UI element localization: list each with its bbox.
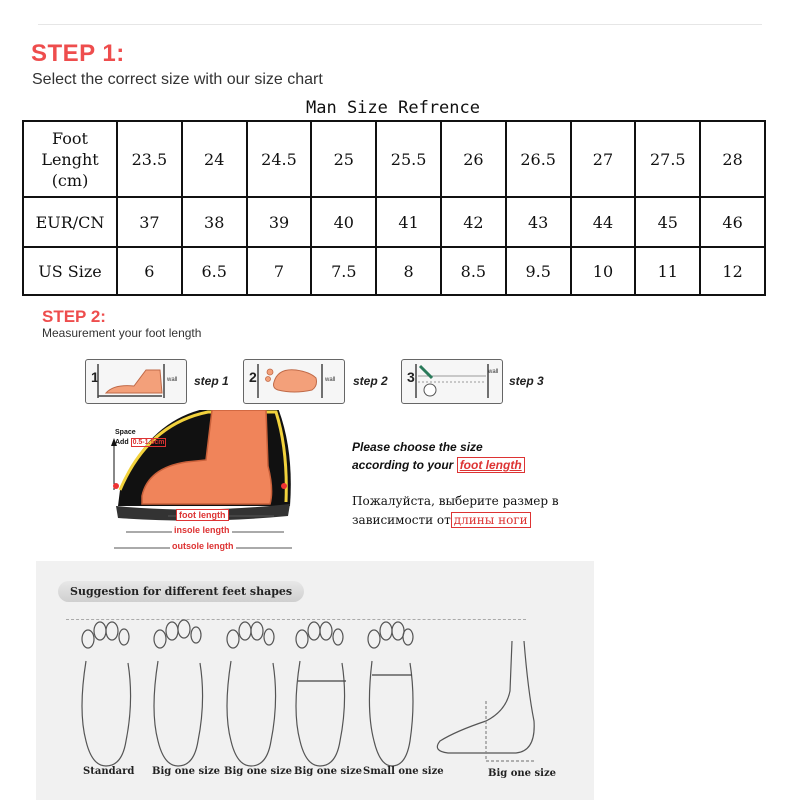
table-cell: 7 xyxy=(247,247,312,295)
toe xyxy=(392,622,404,640)
english-instruction xyxy=(352,438,525,474)
step1-title: STEP 1: xyxy=(31,40,125,67)
row-header-eur-cn: EUR/CN xyxy=(23,197,117,247)
toe xyxy=(333,629,343,645)
shape-label-small: Small one size xyxy=(363,766,444,777)
top-divider xyxy=(38,24,762,25)
measure-step-1 xyxy=(85,359,187,404)
toe xyxy=(239,622,251,640)
foot-outline-standard xyxy=(82,661,131,766)
outsole-length-label: outsole length xyxy=(172,541,234,551)
foot-outline-big-2 xyxy=(227,661,276,766)
toe xyxy=(227,630,239,648)
toe xyxy=(264,629,274,645)
feet-shapes-title: Suggestion for different feet shapes xyxy=(58,581,304,602)
shape-label-big-1: Big one size xyxy=(152,766,220,777)
toe xyxy=(154,630,166,648)
ruler-icon xyxy=(402,360,502,403)
size-table xyxy=(22,120,766,296)
toe xyxy=(251,622,263,640)
table-cell: 43 xyxy=(506,197,571,247)
table-cell: 37 xyxy=(117,197,182,247)
table-cell: 25.5 xyxy=(376,121,441,197)
toe xyxy=(106,622,118,640)
table-row-foot-length xyxy=(23,121,765,197)
foot-length-label: foot length xyxy=(176,509,229,521)
table-cell: 27.5 xyxy=(635,121,700,197)
shoe-outline xyxy=(486,701,536,761)
russian-line-1: Пожалуйста, выберите размер в xyxy=(352,494,559,508)
toe xyxy=(368,630,380,648)
step-number: 3 xyxy=(407,369,415,385)
toe xyxy=(191,627,201,643)
wall-label: wall xyxy=(488,369,499,375)
table-cell: 9.5 xyxy=(506,247,571,295)
table-cell: 6 xyxy=(117,247,182,295)
toe xyxy=(320,622,332,640)
table-cell: 26.5 xyxy=(506,121,571,197)
toe xyxy=(178,620,190,638)
foot-length-highlight: foot length xyxy=(457,457,525,473)
shape-label-big-2: Big one size xyxy=(224,766,292,777)
toe xyxy=(166,622,178,640)
table-cell: 24 xyxy=(182,121,247,197)
toe xyxy=(403,629,413,645)
step2-subtitle: Measurement your foot length xyxy=(42,326,202,340)
header-line: Lenght xyxy=(41,149,99,169)
step2-title: STEP 2: xyxy=(42,307,106,326)
english-line-1: Please choose the size xyxy=(352,440,483,454)
foot-outline-big-1 xyxy=(154,661,203,766)
table-cell: 11 xyxy=(635,247,700,295)
table-cell: 24.5 xyxy=(247,121,312,197)
toe xyxy=(308,622,320,640)
english-line-2: according to your xyxy=(352,458,454,472)
header-line: (cm) xyxy=(51,170,89,190)
shape-label-big-side: Big one size xyxy=(488,768,556,779)
table-cell: 26 xyxy=(441,121,506,197)
table-cell: 44 xyxy=(571,197,636,247)
step-3-label: step 3 xyxy=(509,374,544,388)
foot-measurement-diagram xyxy=(108,410,298,555)
table-cell: 25 xyxy=(311,121,376,197)
table-cell: 6.5 xyxy=(182,247,247,295)
toe xyxy=(119,629,129,645)
table-cell: 8.5 xyxy=(441,247,506,295)
toe xyxy=(380,622,392,640)
measure-step-3 xyxy=(401,359,503,404)
step-1-label: step 1 xyxy=(194,374,229,388)
foot-length-highlight-ru: длины ноги xyxy=(451,512,531,528)
russian-line-2: зависимости от xyxy=(352,513,451,527)
measure-step-2 xyxy=(243,359,345,404)
add-range: 0.5-1.5cm xyxy=(132,439,165,446)
space-label: Space xyxy=(115,429,136,436)
table-row-eur-cn xyxy=(23,197,765,247)
add-text: Add xyxy=(115,439,129,446)
step1-subtitle: Select the correct size with our size chart xyxy=(32,71,323,88)
header-line: Foot xyxy=(52,128,88,148)
feet-shapes-panel xyxy=(36,561,594,800)
table-cell: 12 xyxy=(700,247,765,295)
shape-label-big-3: Big one size xyxy=(294,766,362,777)
table-cell: 41 xyxy=(376,197,441,247)
table-cell: 39 xyxy=(247,197,312,247)
toe xyxy=(94,622,106,640)
table-cell: 23.5 xyxy=(117,121,182,197)
shape-label-standard: Standard xyxy=(83,766,135,777)
add-label xyxy=(115,439,166,446)
table-cell: 45 xyxy=(635,197,700,247)
toe xyxy=(296,630,308,648)
step-2-label: step 2 xyxy=(353,374,388,388)
size-chart-caption: Man Size Refrence xyxy=(306,98,480,118)
step-number: 2 xyxy=(249,369,257,385)
table-cell: 46 xyxy=(700,197,765,247)
foot-outline-big-3 xyxy=(296,661,345,766)
table-cell: 28 xyxy=(700,121,765,197)
row-header-us-size: US Size xyxy=(23,247,117,295)
wall-label: wall xyxy=(325,377,336,383)
insole-length-label: insole length xyxy=(174,525,230,535)
row-header-foot-length xyxy=(23,121,117,197)
table-cell: 10 xyxy=(571,247,636,295)
table-cell: 7.5 xyxy=(311,247,376,295)
table-cell: 42 xyxy=(441,197,506,247)
foot-outline-small xyxy=(369,661,413,766)
table-cell: 40 xyxy=(311,197,376,247)
wall-label: wall xyxy=(167,377,178,383)
table-cell: 8 xyxy=(376,247,441,295)
table-row-us-size xyxy=(23,247,765,295)
size-chart xyxy=(22,96,764,296)
table-cell: 38 xyxy=(182,197,247,247)
russian-instruction xyxy=(352,492,559,530)
table-cell: 27 xyxy=(571,121,636,197)
toe xyxy=(82,630,94,648)
step-number: 1 xyxy=(91,369,99,385)
